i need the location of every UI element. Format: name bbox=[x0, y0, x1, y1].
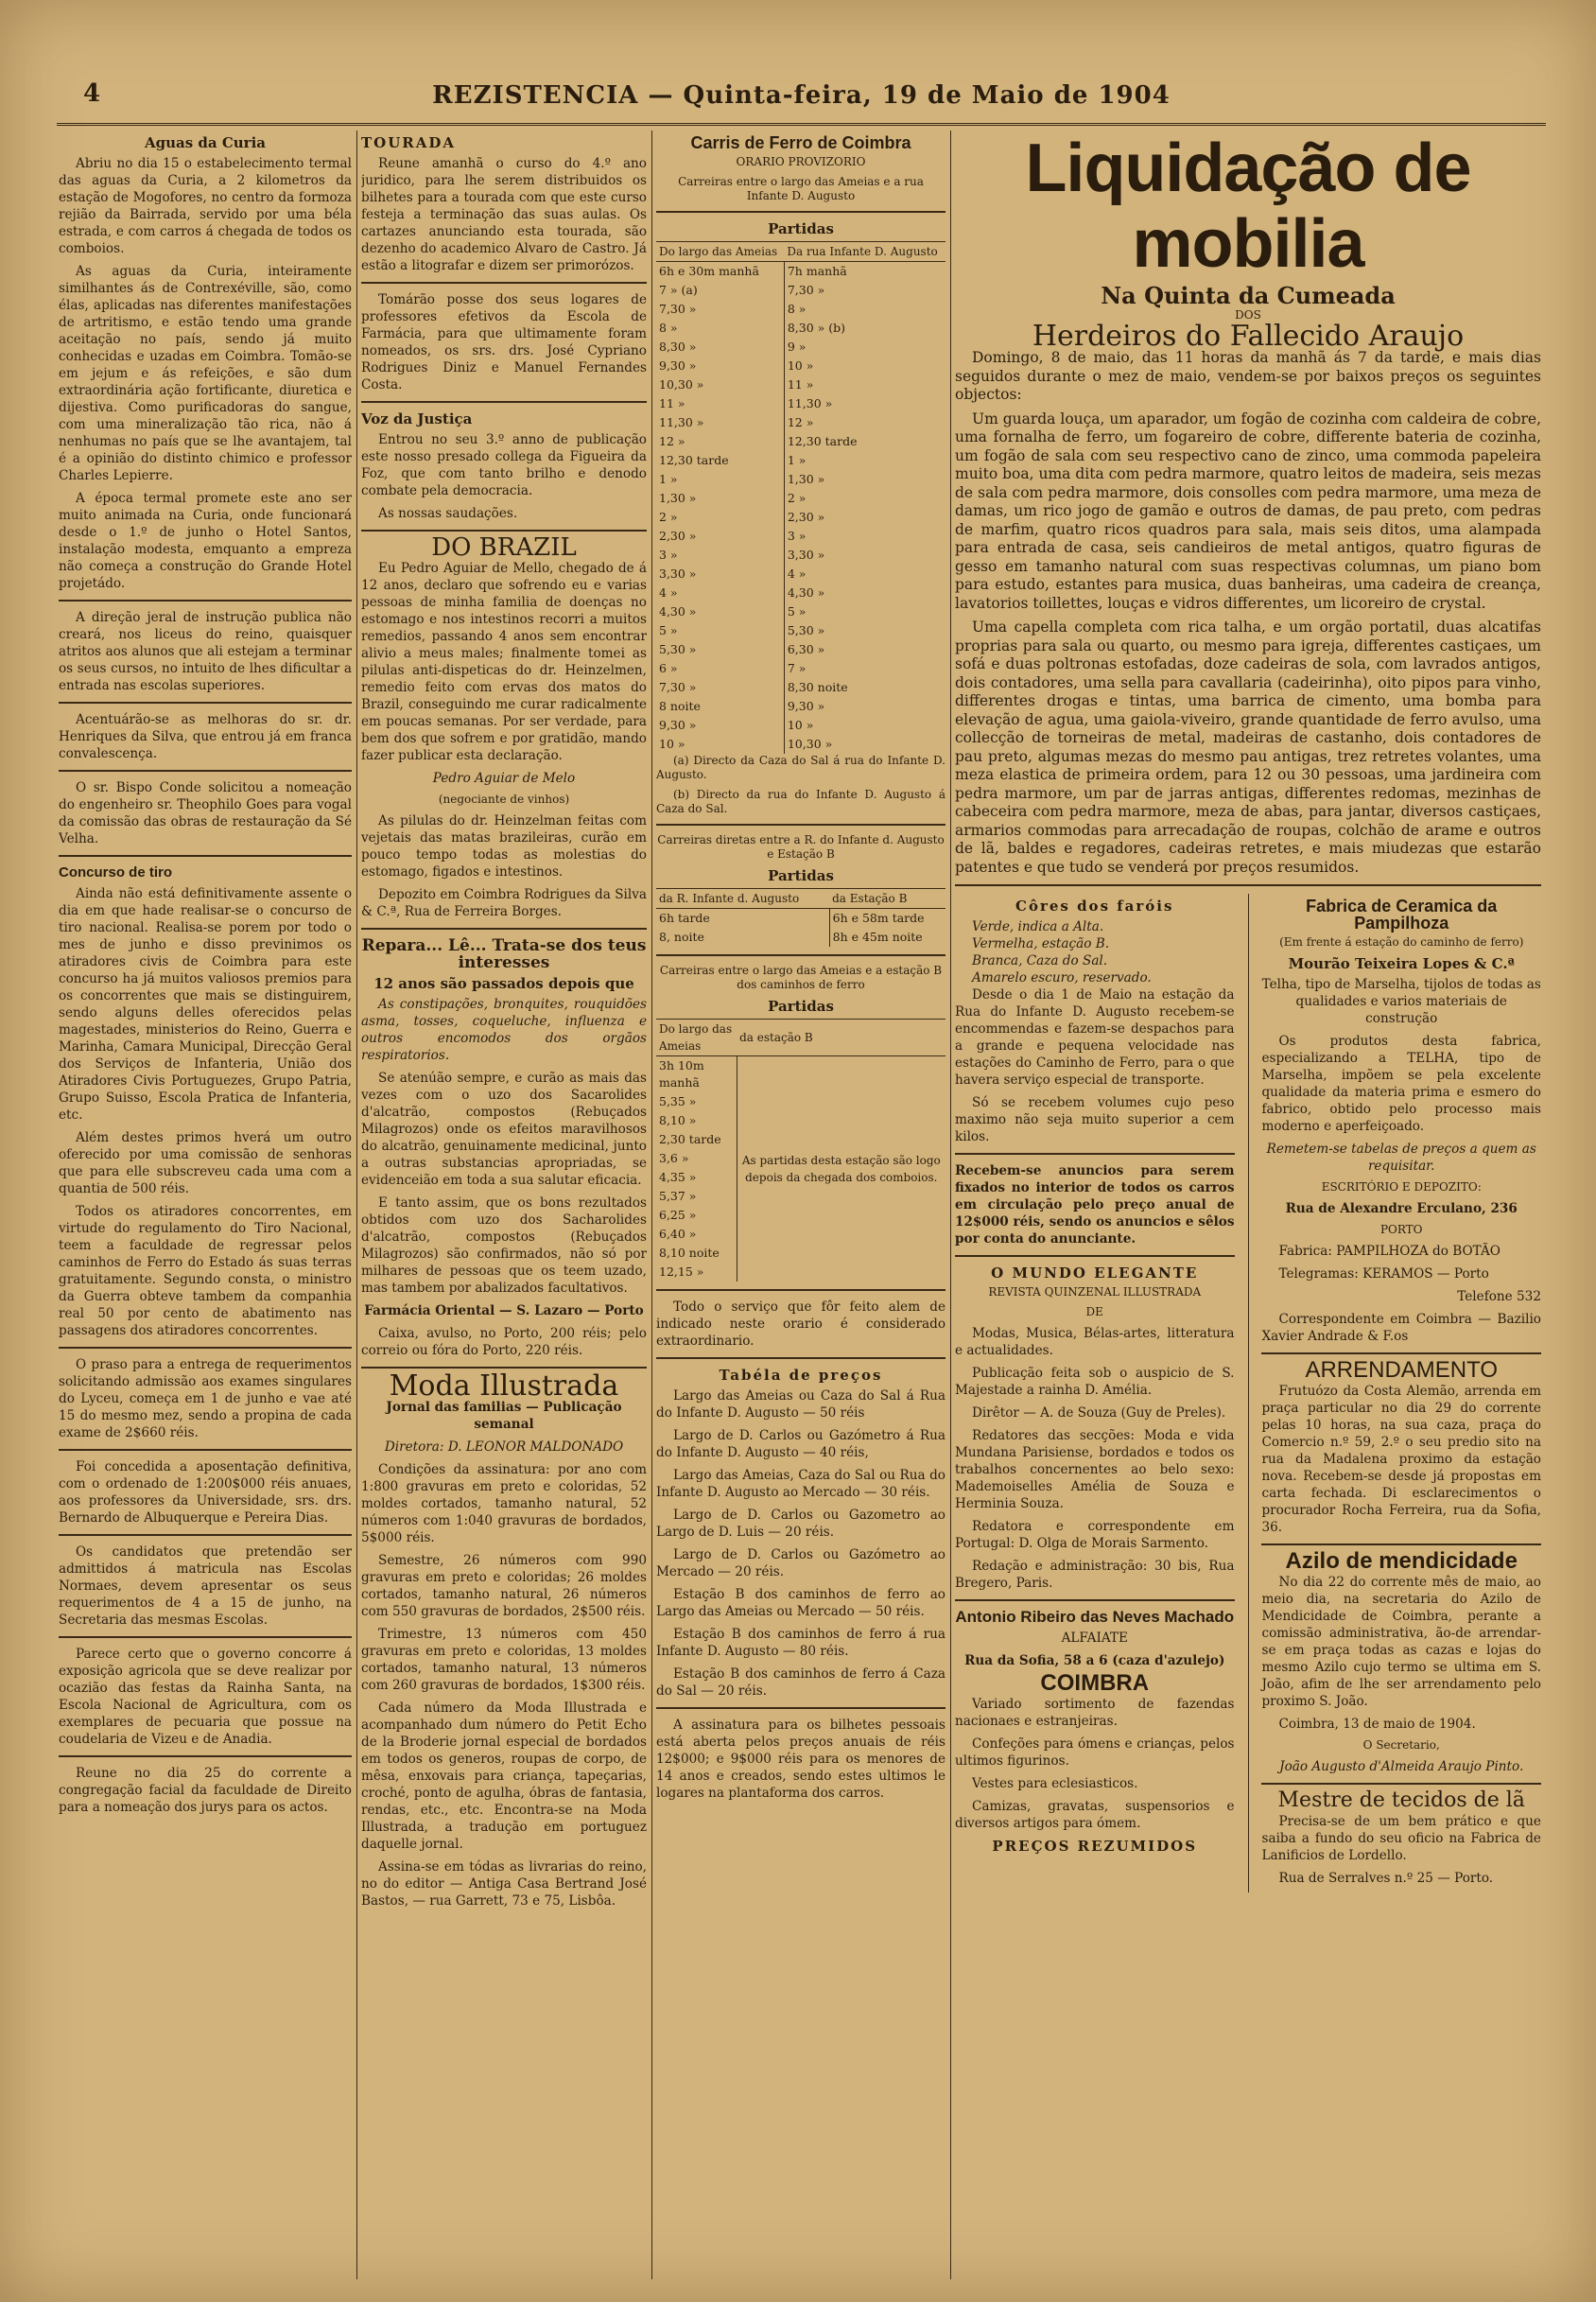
news-item: O praso para a entrega de requerimentos solicitando admissão aos exames singulares do Lyceu, começa em 1 de junho e vae até 15 do mesmo mez, sendo a propina de cada exame de 2$660 réis. bbox=[59, 1357, 352, 1440]
timetable-note: (a) Directo da Caza do Sal á rua do Infante D. Augusto. bbox=[656, 754, 945, 781]
column-2 bbox=[361, 131, 647, 2283]
departure-time: 11,30 » bbox=[787, 396, 833, 410]
article-paragraph: Desde o dia 1 de Maio na estação da Rua do Infante D. Augusto recebem-se encommendas e fazem-se despachos para a grande e pequena velocidade nas estações do Caminho de Ferro, para o que havera serviço especial de transporte. bbox=[955, 987, 1235, 1088]
departure-time: 3 » bbox=[656, 546, 784, 565]
departure-time: 6,40 » bbox=[656, 1225, 737, 1244]
timetable-note: (b) Directo da rua do Infante D. Augusto á Caza do Sal. bbox=[656, 788, 945, 815]
ad-address: Rua de Alexandre Erculano, 236 bbox=[1285, 1201, 1518, 1216]
ad-paragraph: Camizas, gravatas, suspensorios e diversos artigos para ómem. bbox=[955, 1799, 1235, 1831]
divider bbox=[656, 211, 945, 213]
departure-time: 3,30 » bbox=[656, 565, 784, 584]
departure-time: 8,30 noite bbox=[787, 680, 848, 694]
ad-title: Moda Illustrada bbox=[389, 1369, 619, 1403]
departure-time: 9,30 » bbox=[787, 699, 825, 713]
departure-time: 2 » bbox=[656, 508, 784, 527]
ad-title: Mestre de tecidos de lã bbox=[1277, 1788, 1525, 1812]
ad-paragraph: Modas, Musica, Bélas-artes, litteratura e actualidades. bbox=[955, 1326, 1235, 1358]
ad-paragraph: As constipações, bronquites, rouquidões asma, tosses, coqueluche, influenza e outros encomodos dos orgãos respiratorios. bbox=[361, 997, 647, 1063]
divider bbox=[59, 855, 352, 857]
departure-time: 3,30 » bbox=[787, 548, 825, 562]
timetable-row bbox=[656, 338, 945, 357]
price-item: Largo das Ameias, Caza do Sal ou Rua do Infante D. Augusto ao Mercado — 30 réis. bbox=[656, 1468, 945, 1500]
column-rule bbox=[1248, 894, 1249, 1892]
timetable-row bbox=[656, 300, 945, 319]
ad-paragraph: Variado sortimento de fazendas nacionaes e estranjeiras. bbox=[955, 1697, 1235, 1729]
departure-time: 10 » bbox=[787, 718, 814, 732]
page-number: 4 bbox=[83, 79, 101, 108]
timetable-row bbox=[656, 909, 945, 929]
divider bbox=[656, 824, 945, 826]
divider bbox=[361, 928, 647, 930]
ad-city: COIMBRA bbox=[1040, 1670, 1150, 1696]
departure-time: 5,35 » bbox=[656, 1092, 737, 1111]
ad-signature: O Secretario, bbox=[1362, 1738, 1440, 1752]
price-item: Largo de D. Carlos ou Gazómetro ao Mercado — 20 réis. bbox=[656, 1547, 945, 1579]
article-paragraph: As nossas saudações. bbox=[378, 506, 518, 521]
divider bbox=[59, 770, 352, 772]
divider bbox=[656, 954, 945, 956]
departure-time: 8 » bbox=[656, 319, 784, 338]
timetable-title: Partidas bbox=[768, 998, 834, 1015]
departure-time: 1 » bbox=[656, 470, 784, 489]
ad-address: Telegramas: KERAMOS — Porto bbox=[1278, 1266, 1489, 1282]
ad-subtitle: Carreiras entre o largo das Ameias e a rua Infante D. Augusto bbox=[678, 175, 924, 202]
ad-subtitle: 12 anos são passados depois que bbox=[373, 975, 634, 992]
divider bbox=[656, 1289, 945, 1291]
departure-time: 2,30 tarde bbox=[656, 1130, 737, 1149]
departure-time: 8,30 » bbox=[656, 338, 784, 357]
price-list bbox=[656, 1387, 945, 1700]
ad-owner: Mourão Teixeira Lopes & C.ª bbox=[1288, 955, 1515, 972]
ad-signature: João Augusto d'Almeida Araujo Pinto. bbox=[1279, 1759, 1524, 1774]
ad-title: Repara... Lê... Trata-se dos teus interesses bbox=[361, 936, 647, 972]
ad-paragraph: Eu Pedro Aguiar de Mello, chegado de á 12 anos, declaro que sofrendo eu e varias pessoas de minha familia de doenças no estomago e nos intestinos recorri a muitos remedios, passando 4 anos sem encontrar alivio a meus males; finalmente tomei as pilulas anti-dispeticas do dr. Heinzelmen, remedio feito com ervas dos matos do Brazil, conseguindo me curar radicalmente em poucas semanas. Por ser verdade, para bem dos que sofrem e por gratidão, mando fazer publicar esta declaração. bbox=[361, 561, 647, 763]
departure-time: 4,35 » bbox=[656, 1168, 737, 1187]
timetable-header: da R. Infante d. Augusto bbox=[656, 889, 829, 909]
article-paragraph: Além destes primos hverá um outro oferecido por uma comissão de senhoras que para elle subscreveu cada uma com a quantia de 500 réis. bbox=[59, 1130, 352, 1196]
timetable-row bbox=[656, 716, 945, 735]
masthead: REZISTENCIA — Quinta-feira, 19 de Maio de 1904 bbox=[432, 81, 1171, 110]
departure-time: 5,30 » bbox=[787, 623, 825, 637]
ad-paragraph: Condições da assinatura: por ano com 1:800 gravuras em preto e coloridas, 52 moldes cortados, tamanho natural, 52 números com 1:040 gravuras de bordados, 5$000 réis. bbox=[361, 1462, 647, 1545]
lower-right-column bbox=[1261, 894, 1541, 1892]
ad-paragraph: Remetem-se tabelas de preços a quem as requisitar. bbox=[1266, 1142, 1536, 1174]
ad-paragraph: Telha, tipo de Marselha, tijolos de todas as qualidades e varios materiais de construção bbox=[1261, 977, 1541, 1026]
timetable-row bbox=[656, 262, 945, 282]
news-item: Os candidatos que pretendão ser admittidos á matricula nas Escolas Normaes, devem apresentar os seus requerimentos de 4 a 15 de junho, na Secretaria das mesmas Escolas. bbox=[59, 1544, 352, 1628]
timetable-2 bbox=[656, 888, 945, 947]
ad-subtitle: REVISTA QUINZENAL ILLUSTRADA bbox=[988, 1285, 1202, 1299]
article-paragraph: A época termal promete este ano ser muito animada na Curia, onde funcionará desde o 1.º de junho o Hotel Santos, instalação modesta, emquanto a empreza não começa a construção do Grande Hotel projetádo. bbox=[59, 491, 352, 591]
departure-time: 10 » bbox=[656, 735, 784, 754]
ad-paragraph: Depozito em Coimbra Rodrigues da Silva & C.ª, Rua de Ferreira Borges. bbox=[361, 887, 647, 919]
divider bbox=[1261, 1543, 1541, 1545]
page-header bbox=[57, 76, 1546, 126]
departure-time: 4,30 » bbox=[656, 602, 784, 621]
article-title: Côres dos faróis bbox=[1015, 898, 1174, 915]
ad-address: Fabrica: PAMPILHOZA do BOTÃO bbox=[1278, 1244, 1501, 1259]
divider bbox=[361, 530, 647, 532]
ad-paragraph: Coimbra, 13 de maio de 1904. bbox=[1278, 1717, 1476, 1732]
ad-title: Fabrica de Ceramica da Pampilhoza bbox=[1306, 897, 1498, 933]
article-paragraph: Todos os atiradores concorrentes, em virtude do regulamento do Tiro Nacional, teem a faculdade de regressar pelos caminhos de Ferro do Estado ás suas terras gratuitamente. Segundo consta, o ministro da Guerra obteve tambem da companhia real 50 por cento de abatimento nas passagens dos atiradores concorrentes. bbox=[59, 1204, 352, 1338]
departure-time: 3h 10m manhã bbox=[656, 1056, 737, 1093]
divider bbox=[955, 884, 1541, 886]
departure-time: 10,30 » bbox=[787, 737, 833, 751]
ad-title: O MUNDO ELEGANTE bbox=[991, 1264, 1199, 1282]
timetable-row bbox=[656, 659, 945, 678]
lamp-color-item: Verde, indica a Alta. bbox=[972, 919, 1104, 934]
departure-time: 6 » bbox=[656, 659, 784, 678]
departure-time: 11,30 » bbox=[656, 413, 784, 432]
timetable-row bbox=[656, 432, 945, 451]
departure-time: 12,30 tarde bbox=[656, 451, 784, 470]
divider bbox=[656, 1357, 945, 1359]
ad-paragraph: Trimestre, 13 números com 450 gravuras em preto e coloridas, 13 moldes cortados, tamanho natural, 13 números com 260 gravuras de bordados, 1$300 réis. bbox=[361, 1627, 647, 1693]
timetable-row bbox=[656, 565, 945, 584]
ad-paragraph: Caixa, avulso, no Porto, 200 réis; pelo correio ou fóra do Porto, 220 réis. bbox=[361, 1326, 647, 1358]
departure-time: 12 » bbox=[656, 432, 784, 451]
departure-time: 2,30 » bbox=[656, 527, 784, 546]
departure-time: 5,37 » bbox=[656, 1187, 737, 1206]
departure-time: 12,30 tarde bbox=[787, 434, 858, 448]
timetable-header: Do largo das Ameias bbox=[656, 242, 784, 262]
timetable-row bbox=[656, 394, 945, 413]
ad-paragraph: No dia 22 do corrente mês de maio, ao meio dia, na secretaria do Azilo de Mendicidade de Coimbra, perante a comissão administrativa, ão-de arrendar-se em praça todas as cazas e lojas do mesmo Azilo cujo termo se ultima em S. João, afim de lhe ser arrendamento pelo proximo S. João. bbox=[1261, 1575, 1541, 1709]
timetable-header: Da rua Infante D. Augusto bbox=[784, 242, 945, 262]
departure-time: 9 » bbox=[787, 340, 807, 354]
timetable-title: Partidas bbox=[768, 867, 834, 884]
timetable-row bbox=[656, 470, 945, 489]
column-3 bbox=[656, 131, 945, 2283]
ad-paragraph: Redação e administração: 30 bis, Rua Bregero, Paris. bbox=[955, 1559, 1235, 1591]
ad-paragraph: Se atenúão sempre, e curão as mais das vezes com o uzo dos Sacarolides d'alcatrão, compostos (Rebuçados Milagrozos) onde os efeitos maravilhosos do alcatrão, genuinamente medicinal, junto a outras substancias apropriadas, se evidenceião em toda a sua salutar eficacia. bbox=[361, 1071, 647, 1188]
departure-time: 1 » bbox=[787, 453, 807, 467]
column-rule bbox=[950, 131, 951, 2279]
timetable-header: da estação B bbox=[737, 1020, 945, 1056]
departure-time: 11 » bbox=[787, 377, 814, 392]
divider bbox=[59, 1534, 352, 1536]
divider bbox=[59, 1347, 352, 1349]
column-4 bbox=[955, 131, 1541, 2283]
timetable-row bbox=[656, 584, 945, 602]
ad-paragraph: Semestre, 26 números com 990 gravuras em preto e coloridas; 26 moldes cortados, tamanho natural, 26 números com 550 gravuras de bordados, 2$500 réis. bbox=[361, 1553, 647, 1619]
timetable-row bbox=[656, 451, 945, 470]
ad-paragraph: Dirêtor — A. de Souza (Guy de Preles). bbox=[972, 1405, 1226, 1421]
departure-time: 3,6 » bbox=[656, 1149, 737, 1168]
departure-time: 8 noite bbox=[656, 697, 784, 716]
departure-time: 7,30 » bbox=[656, 300, 784, 319]
timetable-row bbox=[656, 546, 945, 565]
ad-subtitle: Diretora: D. LEONOR MALDONADO bbox=[384, 1439, 624, 1455]
ad-subtitle: Herdeiros do Fallecido Araujo bbox=[1032, 320, 1465, 353]
ad-paragraph: Rua de Serralves n.º 25 — Porto. bbox=[1278, 1871, 1494, 1886]
ad-subtitle: (Em frente á estação do caminho de ferro) bbox=[1279, 935, 1524, 949]
column-1 bbox=[59, 131, 352, 2283]
article-title: Concurso de tiro bbox=[59, 864, 173, 881]
departure-time: 3 » bbox=[787, 529, 807, 543]
ad-paragraph: Domingo, 8 de maio, das 11 horas da manhã ás 7 da tarde, e mais dias seguidos durante o mez de maio, vendem-se por baixos preços os seguintes objectos: bbox=[955, 349, 1541, 403]
divider bbox=[361, 1367, 647, 1369]
timetable-row bbox=[656, 413, 945, 432]
timetable-row bbox=[656, 678, 945, 697]
timetable-row bbox=[656, 319, 945, 338]
divider bbox=[59, 1449, 352, 1451]
price-item: Largo de D. Carlos ou Gazometro ao Largo de D. Luis — 20 réis. bbox=[656, 1508, 945, 1540]
departure-note: As partidas desta estação são logo depois da chegada dos comboios. bbox=[741, 1154, 941, 1184]
timetable-subtitle: Carreiras entre o largo das Ameias e a estação B dos caminhos de ferro bbox=[659, 964, 943, 991]
departure-time: 5,30 » bbox=[656, 640, 784, 659]
ad-paragraph: Uma capella completa com rica talha, e um orgão portatil, duas alcatifas proprias para sala ou quarto, ou mesmo para igreja, differentes castiçaes, um sofá e duas poltronas estofadas, doze cadeiras de sola, com lavrados antigos, dois contadores, uma sella para cavallaria (cadeirinha), oito pipos para vinho, differentes drogas e tintas, uma barrica de cimento, uma bomba para elevação de agua, uma gaiola-viveiro, grande quantidade de ferro avulso, uma collecção de torneiras de metal, madeiras de castanho, dois contadores de pau preto, algumas mezas do mesmo pau antigas, trez retretes volantes, uma meza elastica de primeira ordem, para 12 ou 30 pessoas, uma jardineira com pedra marmore, um par de jarras antigas, differentes redomas, mezinhas de cabeceira com pedra marmore, meza de abas, para jantar, diversos castiçaes, armarios commodas para arrecadação de roupas, colchão de arame e outros de lã, baldes e regadores, cadeiras retretes, e mais miudezas que estarão patentes e que tudo se venderá por preços resumidos. bbox=[955, 619, 1541, 876]
departure-time: 8h e 45m noite bbox=[832, 930, 923, 944]
price-item: Largo de D. Carlos ou Gazómetro á Rua do Infante D. Augusto — 40 réis, bbox=[656, 1428, 945, 1460]
divider bbox=[361, 401, 647, 403]
lamp-color-item: Branca, Caza do Sal. bbox=[972, 953, 1108, 968]
departure-time: 2 » bbox=[787, 491, 807, 505]
ad-title: Azilo de mendicidade bbox=[1285, 1548, 1518, 1574]
ad-paragraph: Frutuózo da Costa Alemão, arrenda em praça particular no dia 29 do corrente pelas 10 horas, na sua caza, praça do Comercio n.º 59, 2.º o seu predio sito na rua da Madalena proximo da estação nova. Recebem-se desde já propostas em carta fechada. Di esclarecimentos o procurador Rocha Ferreira, rua da Sofia, 36. bbox=[1261, 1384, 1541, 1535]
departure-time: 12 » bbox=[787, 415, 814, 429]
price-item: Estação B dos caminhos de ferro ao Largo das Ameias ou Mercado — 50 réis. bbox=[656, 1587, 945, 1619]
departure-time: 4 » bbox=[656, 584, 784, 602]
price-item: Largo das Ameias ou Caza do Sal á Rua do Infante D. Augusto — 50 réis bbox=[656, 1388, 945, 1421]
ad-subtitle: Jornal das familias — Publicação semanal bbox=[386, 1400, 622, 1432]
price-table-title: Tabéla de preços bbox=[719, 1367, 883, 1384]
ad-subtitle: DOS bbox=[1235, 308, 1261, 322]
ad-address: ESCRITÓRIO E DEPOZITO: bbox=[1321, 1180, 1482, 1194]
departure-time: 4 » bbox=[787, 567, 807, 581]
news-item: Acentuárão-se as melhoras do sr. dr. Henriques da Silva, que entrou já em franca convalescença. bbox=[59, 712, 352, 761]
divider bbox=[955, 1599, 1235, 1601]
timetable-row bbox=[656, 357, 945, 375]
lamp-color-item: Amarelo escuro, reservado. bbox=[972, 970, 1152, 985]
ad-address: Farmácia Oriental — S. Lazaro — Porto bbox=[364, 1303, 644, 1318]
news-item: Tomárão posse dos seus logares de professores efetivos da Escola de Farmácia, para que ultimamente foram nomeados, os srs. drs. José Cypriano Rodrigues Diniz e Manuel Fernandes Costa. bbox=[361, 292, 647, 392]
divider bbox=[656, 1707, 945, 1709]
news-item: A direção jeral de instrução publica não creará, nos liceus do reino, quaisquer atritos aos alunos que ali estejam a terminar os seus cursos, no intuito de lhes dificultar a entrada nas escolas superiores. bbox=[59, 610, 352, 693]
timetable-row bbox=[656, 375, 945, 394]
article-title: Aguas da Curia bbox=[144, 134, 266, 151]
departure-time: 6,30 » bbox=[787, 642, 825, 656]
ad-paragraph: Vestes para eclesiasticos. bbox=[972, 1776, 1138, 1791]
article-paragraph: A assinatura para os bilhetes pessoais está aberta pelos preços anuais de réis 12$000; e 9$000 réis para os menores de 14 anos e creados, sendo estes ultimos le logares na plantaforma dos carros. bbox=[656, 1718, 945, 1801]
departure-time: 8 » bbox=[787, 302, 807, 316]
departure-time: 7,30 » bbox=[787, 283, 825, 297]
column-rule bbox=[356, 131, 357, 2279]
timetable-3 bbox=[656, 1019, 945, 1282]
ad-paragraph: Redatores das secções: Moda e vida Mundana Parisiense, bordados e todos os trabalhos concernentes ao belo sexo: Mademoiselles Amélia de Souza e Herminia Souza. bbox=[955, 1428, 1235, 1511]
departure-time: 4,30 » bbox=[787, 585, 825, 600]
departure-time: 5 » bbox=[656, 621, 784, 640]
ad-address: Correspondente em Coimbra — Bazilio Xavier Andrade & F.os bbox=[1261, 1312, 1541, 1344]
notice: Recebem-se anuncios para serem fixados no interior de todos os carros em circulação pelo preço anual de 12$000 réis, sendo os anuncios e sêlos por conta do anunciante. bbox=[955, 1163, 1235, 1247]
timetable-row bbox=[656, 508, 945, 527]
timetable-row bbox=[656, 735, 945, 754]
ad-signature-note: (negociante de vinhos) bbox=[438, 793, 570, 806]
lamp-colors-list bbox=[955, 918, 1235, 986]
ad-paragraph: Redatora e correspondente em Portugal: D. Olga de Morais Sarmento. bbox=[955, 1519, 1235, 1551]
departure-time: 1,30 » bbox=[656, 489, 784, 508]
ad-signature: Pedro Aguiar de Melo bbox=[432, 771, 576, 786]
ad-subtitle: ALFAIATE bbox=[1061, 1631, 1128, 1646]
article-paragraph: Todo o serviço que fôr feito alem de indicado neste orario é considerado extraordinario. bbox=[656, 1299, 945, 1349]
departure-time: 8,30 » (b) bbox=[787, 321, 846, 335]
article-paragraph: Entrou no seu 3.º anno de publicação este nosso presado collega da Figueira da Foz, que com tanto brilho e denodo combate pela democracia. bbox=[361, 432, 647, 498]
departure-time: 7h manhã bbox=[787, 264, 847, 278]
price-item: Estação B dos caminhos de ferro á Caza do Sal — 20 réis. bbox=[656, 1666, 945, 1699]
timetable-row bbox=[656, 928, 945, 947]
ad-paragraph: As pilulas do dr. Heinzelman feitas com vejetais das matas brazileiras, curão em pouco tempo todas as molestias do estomago, figados e intestinos. bbox=[361, 813, 647, 880]
ad-footer: PREÇOS REZUMIDOS bbox=[992, 1838, 1198, 1855]
departure-time: 10,30 » bbox=[656, 375, 784, 394]
ad-address: Rua da Sofia, 58 a 6 (caza d'azulejo) bbox=[964, 1653, 1225, 1668]
ad-paragraph: E tanto assim, que os bons rezultados obtidos com uzo dos Sacharolides d'alcatrão, compostos (Rebuçados Milagrozos) são confirmados, não só por milhares de pessoas que os teem uzado, mas tambem por abalizados facultativos. bbox=[361, 1195, 647, 1296]
ad-paragraph: Precisa-se de um bem prático e que saiba a fundo do seu oficio na Fabrica de Lanificios de Lordello. bbox=[1261, 1814, 1541, 1863]
article-title: Voz da Justiça bbox=[361, 410, 473, 427]
divider bbox=[1261, 1783, 1541, 1785]
ad-paragraph: Publicação feita sob o auspicio de S. Majestade a rainha D. Amélia. bbox=[955, 1366, 1235, 1398]
divider bbox=[1261, 1352, 1541, 1354]
timetable-row bbox=[656, 1056, 945, 1093]
departure-time: 7,30 » bbox=[656, 678, 784, 697]
timetable-row bbox=[656, 697, 945, 716]
departure-time: 6h e 30m manhã bbox=[656, 262, 784, 282]
lamp-color-item: Vermelha, estação B. bbox=[972, 936, 1110, 951]
divider bbox=[59, 600, 352, 602]
departure-time: 9,30 » bbox=[656, 716, 784, 735]
departure-time: 1,30 » bbox=[787, 472, 825, 486]
divider bbox=[59, 1755, 352, 1757]
ad-address: Telefone 532 bbox=[1457, 1289, 1541, 1304]
ad-paragraph: Assina-se em tódas as livrarias do reino, no do editor — Antiga Casa Bertrand José Bastos, — rua Garrett, 73 e 75, Lisbôa. bbox=[361, 1859, 647, 1909]
news-item: Reune no dia 25 do corrente a congregação facial da faculdade de Direito para a nomeação dos jurys para os actos. bbox=[59, 1766, 352, 1815]
divider bbox=[955, 1255, 1235, 1257]
timetable-header: da Estação B bbox=[829, 889, 945, 909]
article-paragraph: Abriu no dia 15 o estabelecimento termal das aguas da Curia, a 2 kilometros da estação de Mogofores, no centro da formoza rejião da Bairrada, servido por uma béla estrada, e com carros á chegada de todos os comboios. bbox=[59, 156, 352, 256]
divider bbox=[59, 702, 352, 704]
ad-title: DO BRAZIL bbox=[431, 533, 577, 562]
departure-time: 11 » bbox=[656, 394, 784, 413]
divider bbox=[361, 282, 647, 284]
ad-title: Carris de Ferro de Coimbra bbox=[690, 133, 911, 152]
ad-paragraph: Confeções para ómens e crianças, pelos ultimos figurinos. bbox=[955, 1736, 1235, 1769]
departure-time: 5 » bbox=[787, 604, 807, 619]
ad-title: Liquidação de mobilia bbox=[1025, 131, 1471, 282]
departure-time: 7 » bbox=[787, 661, 807, 675]
departure-time: 8, noite bbox=[656, 928, 829, 947]
departure-time: 6h e 58m tarde bbox=[832, 911, 925, 925]
timetable-subtitle: Carreiras diretas entre a R. do Infante d. Augusto e Estação B bbox=[657, 833, 945, 861]
article-paragraph: As aguas da Curia, inteiramente similhantes ás de Contrexéville, são, como élas, aplicadas nas diferentes manifestações de artritismo, e estão tendo uma grande aceitação no país, sendo já muito conhecidas e uzadas em Coimbra. Tomão-se em jejum e ás refeições, e são dum extraordinária ação fortificante, diuretica e dijestiva. Como purificadoras do sangue, com uma mineralização tão rica, não á nenhumas no país que se lhe avantajem, tal é a opinião do distinto chimico e professor Charles Lepierre. bbox=[59, 264, 352, 483]
price-item: Estação B dos caminhos de ferro á rua Infante D. Augusto — 80 réis. bbox=[656, 1627, 945, 1659]
departure-time: 10 » bbox=[787, 358, 814, 373]
timetable-header: Do largo das Ameias bbox=[656, 1020, 737, 1056]
departure-time: 7 » (a) bbox=[656, 281, 784, 300]
news-item: Parece certo que o governo concorre á exposição agricola que se deve realizar por ocazião das festas da Rainha Santa, na Escola Nacional de Agricultura, com os exemplares de pecuaria que possue na coudelaria de Vizeu e de Anadia. bbox=[59, 1647, 352, 1747]
timetable-1 bbox=[656, 241, 945, 754]
ad-title: ARRENDAMENTO bbox=[1305, 1357, 1499, 1383]
timetable-row bbox=[656, 527, 945, 546]
news-item: O sr. Bispo Conde solicitou a nomeação do engenheiro sr. Theophilo Goes para vogal da comissão das obras de restauração da Sé Velha. bbox=[59, 780, 352, 846]
ad-paragraph: Cada número da Moda Illustrada e acompanhado dum número do Petit Echo de la Broderie jornal especial de bordados em todos os generos, roupas de corpo, de mêsa, enxovais para criança, tapeçarias, croché, ponto de agulha, óbras de fantasia, rendas, etc., etc. Encontra-se na Moda Illustrada, a tradução em portuguez daquelle jornal. bbox=[361, 1700, 647, 1852]
ad-subtitle: ORARIO PROVIZORIO bbox=[736, 155, 866, 168]
ad-paragraph: Um guarda louça, um aparador, um fogão de cozinha com caldeira de cobre, uma fornalha de ferro, um fogareiro de cobre, differente bateria de cozinha, um fogão de sala com seu respectivo cano de zinco, uma commoda papeleira muito boa, uma dita com pedra marmore, quatro leitos de madeira, seis mezas de sala com pedra marmore, dois consolles com pedra marmore, uma meza de damas, um rico jogo de gamão e outros de damas, de pau preto, com pedras de marfim, quatro ricos quadros para sala, mais seis ditos, uma alampada para entrada de casa, seis candieiros de metal antigos, quatro figuras de gesso em tamanho natural com suas respectivas columnas, um piano bom para estudo, estantes para musica, duas banheiras, uma cadeira de creança, lavatorios toillettes, louças e vidros differentes, um licoreiro de crystal. bbox=[955, 410, 1541, 612]
timetable-row bbox=[656, 640, 945, 659]
departure-time: 6,25 » bbox=[656, 1206, 737, 1225]
ad-title: Antonio Ribeiro das Neves Machado bbox=[955, 1608, 1235, 1626]
timetable-row bbox=[656, 602, 945, 621]
divider bbox=[59, 1636, 352, 1638]
ad-subtitle: Na Quinta da Cumeada bbox=[1101, 282, 1396, 309]
timetable-row bbox=[656, 489, 945, 508]
timetable-row bbox=[656, 621, 945, 640]
article-paragraph: Só se recebem volumes cujo peso maximo não seja muito superior a cem kilos. bbox=[955, 1095, 1235, 1144]
timetable-row bbox=[656, 281, 945, 300]
ad-address: PORTO bbox=[1379, 1223, 1423, 1236]
article-paragraph: Reune amanhã o curso do 4.º ano juridico, para lhe serem distribuidos os bilhetes para a tourada com que este curso festeja a terminação das suas aulas. Os cartazes anunciando esta tourada, são dezenho do academico Alvaro de Castro. Já estão a litografar e dizem ser primorózos. bbox=[361, 156, 647, 273]
lower-columns bbox=[955, 894, 1541, 1892]
article-paragraph: Ainda não está definitivamente assente o dia em que hade realisar-se o concurso de tiro nacional. Realisa-se porem por todo o mes de junho e disso previnimos os atiradores civis de Coimbra para este concurso ha já muitos valiosos premios para os concorrentes que mais se distinguirem, sendo alguns delles oferecidos pelas magestades, ministerios do Reino, Guerra e Marinha, Camara Municipal, Direcção Geral dos Serviços de Infanteria, União dos Atiradores Civis Portuguezes, Grupo Patria, Grupo Suisso, Escola Pratica de Infanteria, etc. bbox=[59, 886, 352, 1123]
article-title: TOURADA bbox=[361, 134, 457, 151]
departure-time: 12,15 » bbox=[656, 1263, 737, 1282]
ad-paragraph: Os produtos desta fabrica, especializando a TELHA, tipo de Marselha, impõem se pela excelente qualidade da materia prima e esmero do fabrico, obtido pelo processo mais moderno e aperfeiçoado. bbox=[1261, 1034, 1541, 1134]
timetable-title: Partidas bbox=[768, 220, 834, 237]
divider bbox=[955, 1153, 1235, 1155]
column-rule bbox=[651, 131, 652, 2279]
ad-subtitle: DE bbox=[1085, 1305, 1103, 1318]
news-item: Foi concedida a aposentação definitiva, com o ordenado de 1:200$000 réis anuaes, aos professores da Universidade, srs. drs. Bernardo de Albuquerque e Pereira Dias. bbox=[59, 1459, 352, 1526]
lower-left-column bbox=[955, 894, 1235, 1892]
departure-time: 6h tarde bbox=[656, 909, 829, 929]
departure-time: 9,30 » bbox=[656, 357, 784, 375]
departure-time: 2,30 » bbox=[787, 510, 825, 524]
departure-time: 8,10 » bbox=[656, 1111, 737, 1130]
departure-time: 8,10 noite bbox=[656, 1244, 737, 1263]
